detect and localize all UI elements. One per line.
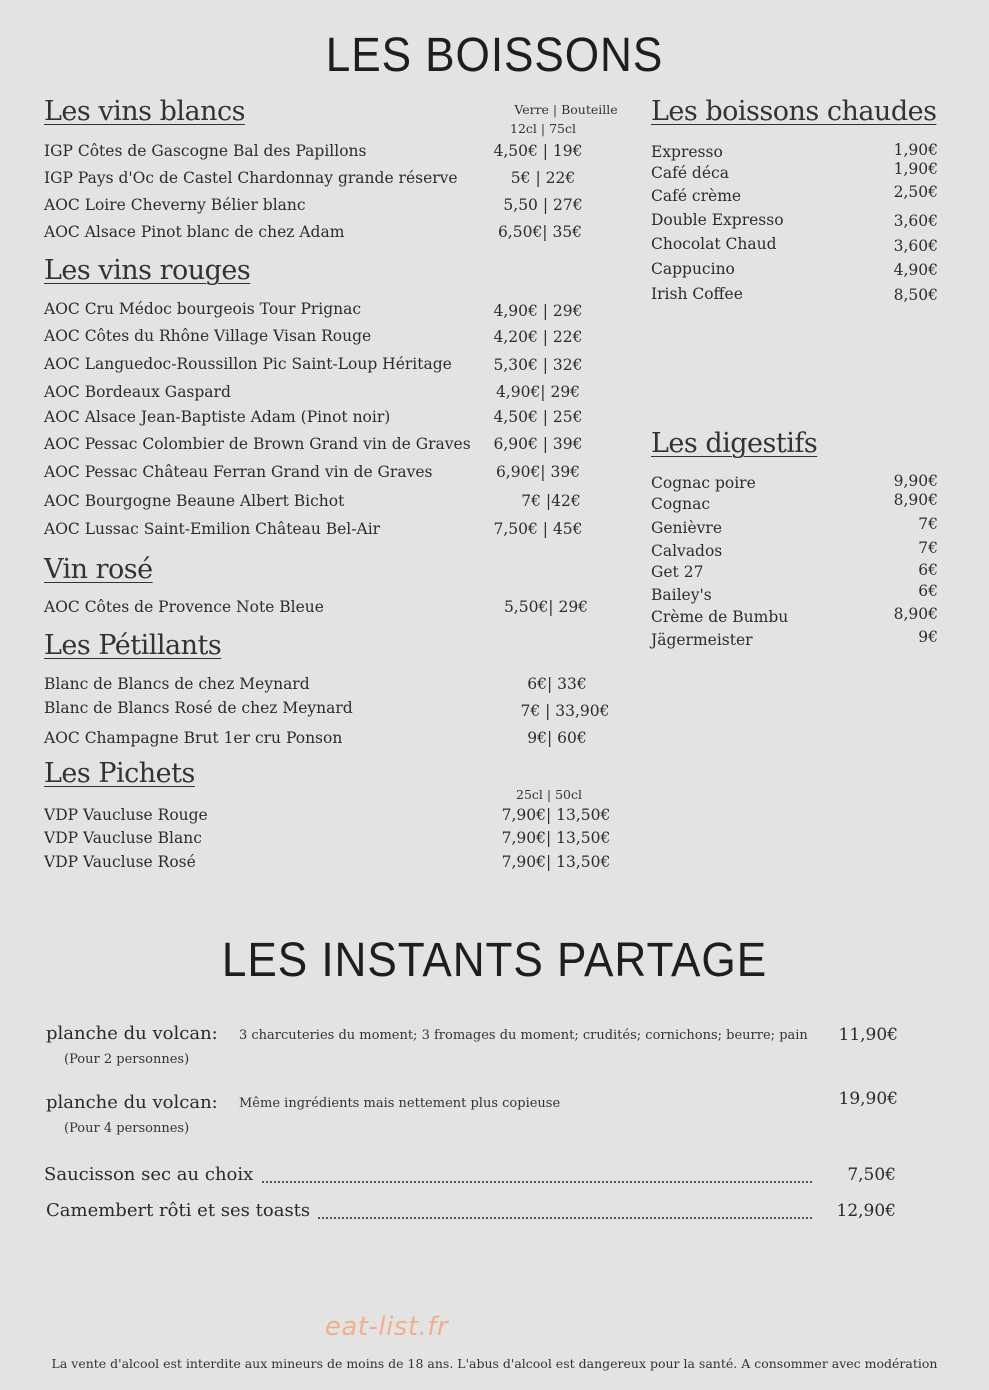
list-item: AOC Cru Médoc bourgeois Tour Prignac (44, 300, 362, 318)
item-price: 7€ |42€ (521, 492, 581, 510)
item-price: 5,30€ | 32€ (493, 356, 583, 374)
item-price: 6,90€ | 39€ (493, 435, 583, 453)
planche-2-description: 3 charcuteries du moment; 3 fromages du moment; crudités; cornichons; beurre; pain (239, 1028, 808, 1043)
camembert-name: Camembert rôti et ses toasts (46, 1200, 311, 1221)
list-item: AOC Lussac Saint-Emilion Château Bel-Air (44, 520, 381, 538)
list-item: AOC Côtes du Rhône Village Visan Rouge (44, 327, 372, 345)
page-title: LES BOISSONS (325, 29, 664, 82)
item-price: 8,90€ (893, 605, 938, 623)
list-item: Blanc de Blancs de chez Meynard (44, 675, 310, 693)
list-item: AOC Alsace Jean-Baptiste Adam (Pinot noir) (44, 408, 391, 426)
planche-2-name: planche du volcan: (46, 1023, 218, 1044)
planche-4-servings: (Pour 4 personnes) (64, 1121, 190, 1136)
item-price: 7,90€| 13,50€ (501, 853, 611, 871)
item-price: 2,50€ (893, 183, 938, 201)
section-title-vins-blancs: Les vins blancs (44, 96, 245, 127)
list-item: VDP Vaucluse Blanc (44, 829, 202, 847)
list-item: Genièvre (651, 519, 723, 537)
list-item: IGP Pays d'Oc de Castel Chardonnay grande réserve (44, 169, 458, 187)
list-item: Cappucino (651, 260, 735, 278)
item-price: 7€ | 33,90€ (520, 702, 610, 720)
legal-footer: La vente d'alcool est interdite aux mineurs de moins de 18 ans. L'abus d'alcool est dangereux pour la santé. A consommer avec modération (51, 1356, 938, 1371)
watermark: eat-list.fr (324, 1312, 449, 1342)
section-title-petillants: Les Pétillants (44, 630, 222, 661)
list-item: VDP Vaucluse Rosé (44, 853, 196, 871)
item-price: 4,20€ | 22€ (493, 328, 583, 346)
item-price: 3,60€ (893, 237, 938, 255)
list-item: Cognac (651, 495, 711, 513)
list-item: Chocolat Chaud (651, 235, 777, 253)
section-title-vin-rose: Vin rosé (44, 554, 153, 585)
item-price: 4,50€ | 19€ (493, 142, 583, 160)
item-price: 5,50€| 29€ (503, 598, 589, 616)
item-price: 6,90€| 39€ (495, 463, 581, 481)
list-item: AOC Champagne Brut 1er cru Ponson (44, 729, 343, 747)
item-price: 8,50€ (893, 286, 938, 304)
item-price: 4,90€ (893, 261, 938, 279)
item-price: 6€ (918, 582, 938, 600)
dot-leader (262, 1181, 812, 1183)
list-item: Calvados (651, 542, 723, 560)
column-header-vins-blancs: Verre | Bouteille (514, 102, 618, 117)
list-item: Bailey's (651, 586, 712, 604)
item-price: 9€ (918, 628, 938, 646)
item-price: 9,90€ (893, 472, 938, 490)
saucisson-price: 7,50€ (847, 1165, 896, 1185)
list-item: AOC Languedoc-Roussillon Pic Saint-Loup Héritage (44, 355, 452, 373)
list-item: AOC Loire Cheverny Bélier blanc (44, 196, 306, 214)
planche-2-servings: (Pour 2 personnes) (64, 1052, 190, 1067)
list-item: AOC Pessac Colombier de Brown Grand vin de Graves (44, 435, 471, 453)
item-price: 8,90€ (893, 491, 938, 509)
column-header-pichets: 25cl | 50cl (516, 787, 582, 802)
list-item: Crème de Bumbu (651, 608, 789, 626)
item-price: 3,60€ (893, 212, 938, 230)
list-item: Cognac poire (651, 474, 756, 492)
planche-4-price: 19,90€ (838, 1089, 898, 1109)
item-price: 6,50€| 35€ (497, 223, 583, 241)
list-item: Irish Coffee (651, 285, 743, 303)
planche-4-name: planche du volcan: (46, 1092, 218, 1113)
list-item: Café crème (651, 187, 742, 205)
item-price: 1,90€ (893, 141, 938, 159)
section-title-boissons-chaudes: Les boissons chaudes (651, 96, 937, 127)
item-price: 4,90€| 29€ (495, 383, 581, 401)
item-price: 5,50 | 27€ (503, 196, 583, 214)
list-item: VDP Vaucluse Rouge (44, 806, 208, 824)
column-subheader-vins-blancs: 12cl | 75cl (510, 121, 576, 136)
item-price: 7,50€ | 45€ (493, 520, 583, 538)
list-item: AOC Bordeaux Gaspard (44, 383, 231, 401)
list-item: AOC Bourgogne Beaune Albert Bichot (44, 492, 345, 510)
item-price: 7,90€| 13,50€ (501, 829, 611, 847)
list-item: Expresso (651, 143, 723, 161)
item-price: 1,90€ (893, 160, 938, 178)
planche-2-price: 11,90€ (838, 1025, 898, 1045)
dot-leader (318, 1217, 812, 1219)
saucisson-name: Saucisson sec au choix (44, 1164, 254, 1185)
item-price: 4,90€ | 29€ (493, 302, 583, 320)
list-item: Blanc de Blancs Rosé de chez Meynard (44, 699, 353, 717)
section-title-partage: LES INSTANTS PARTAGE (221, 934, 768, 987)
item-price: 6€| 33€ (527, 675, 587, 693)
item-price: 7€ (918, 539, 938, 557)
list-item: Café déca (651, 164, 729, 182)
planche-4-description: Même ingrédients mais nettement plus copieuse (239, 1096, 561, 1111)
list-item: IGP Côtes de Gascogne Bal des Papillons (44, 142, 367, 160)
list-item: AOC Alsace Pinot blanc de chez Adam (44, 223, 345, 241)
item-price: 7€ (918, 515, 938, 533)
section-title-vins-rouges: Les vins rouges (44, 255, 251, 286)
item-price: 4,50€ | 25€ (493, 408, 583, 426)
item-price: 7,90€| 13,50€ (501, 806, 611, 824)
list-item: Get 27 (651, 563, 704, 581)
camembert-price: 12,90€ (836, 1201, 896, 1221)
list-item: Jägermeister (651, 631, 753, 649)
section-title-digestifs: Les digestifs (651, 428, 818, 459)
list-item: AOC Côtes de Provence Note Bleue (44, 598, 324, 616)
list-item: Double Expresso (651, 211, 784, 229)
item-price: 9€| 60€ (527, 729, 587, 747)
item-price: 5€ | 22€ (510, 169, 576, 187)
list-item: AOC Pessac Château Ferran Grand vin de Graves (44, 463, 433, 481)
section-title-pichets: Les Pichets (44, 758, 195, 789)
item-price: 6€ (918, 561, 938, 579)
